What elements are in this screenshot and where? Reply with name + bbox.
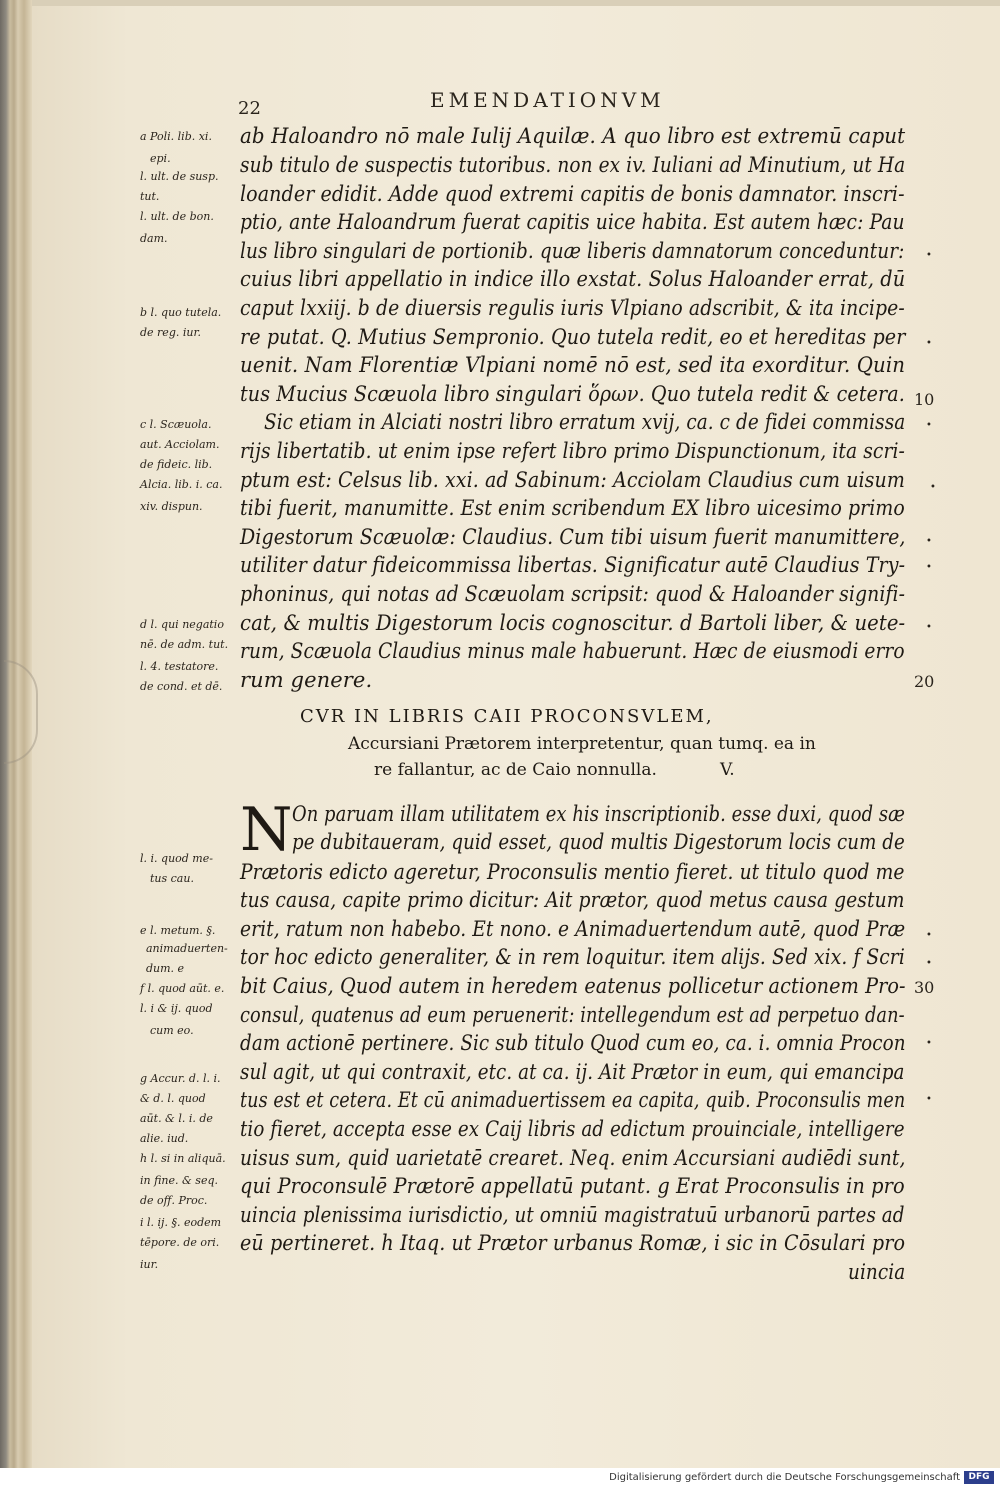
- body-line: utiliter datur fideicommissa libertas. Significatur autē Claudius Try-: [240, 553, 906, 577]
- body-line: ptum est: Celsus lib. xxi. ad Sabinum: Acciolam Claudius cum uisum: [240, 468, 905, 492]
- margin-dot: •: [926, 250, 932, 261]
- body-line: uincia plenissima iurisdictio, ut omniū magistratuū urbanorū partes ad: [240, 1203, 905, 1227]
- margin-note: de off. Proc.: [140, 1194, 208, 1207]
- body-line: loander edidit. Adde quod extremi capitis de bonis damnator. inscri-: [240, 182, 905, 206]
- body-line: qui Proconsulē Prætorē appellatū putant. g Erat Proconsulis in pro: [240, 1174, 905, 1198]
- body-line: tus est et cetera. Et cū animaduertissem ea capita, quib. Proconsulis men: [240, 1088, 906, 1112]
- margin-dot: •: [926, 958, 932, 969]
- margin-note: l. 4. testatore.: [140, 660, 219, 673]
- margin-note: tut.: [140, 190, 160, 203]
- margin-dot: •: [926, 562, 932, 573]
- margin-dot: •: [926, 622, 932, 633]
- drop-capital: N: [240, 795, 293, 865]
- body-line: eū pertineret. h Itaq. ut Prætor urbanus Romæ, i sic in Cōsulari pro: [240, 1231, 906, 1255]
- line-number: 20: [914, 672, 935, 691]
- margin-dot: •: [930, 482, 936, 493]
- margin-note: a Poli. lib. xi.: [140, 130, 212, 143]
- body-line: cat, & multis Digestorum locis cognoscitur. d Bartoli liber, & uete-: [240, 611, 906, 635]
- line-number: 30: [914, 978, 935, 997]
- margin-note: dum. e: [146, 962, 185, 975]
- body-line: sub titulo de suspectis tutoribus. non ex iv. Iuliani ad Minutium, ut Ha: [240, 153, 906, 177]
- footer-bar: [0, 1468, 1000, 1488]
- margin-note: b l. quo tutela.: [140, 306, 222, 319]
- line-number: 10: [914, 390, 935, 409]
- margin-note: cum eo.: [150, 1024, 194, 1037]
- margin-note: alie. iud.: [140, 1132, 189, 1145]
- chapter-heading-line: re fallantur, ac de Caio nonnulla.: [374, 760, 657, 780]
- body-line: rum, Scæuola Claudius minus male habuerunt. Hæc de eiusmodi erro: [240, 639, 905, 663]
- body-line: erit, ratum non habebo. Et nono. e Animaduertendum autē, quod Præ: [240, 917, 906, 941]
- body-line: rum genere.: [240, 668, 373, 692]
- body-line: On paruam illam utilitatem ex his inscriptionib. esse duxi, quod sæ: [292, 802, 906, 826]
- body-line: tio fieret, accepta esse ex Caij libris ad edictum prouinciale, intelligere: [240, 1117, 905, 1141]
- margin-note: dam.: [140, 232, 168, 245]
- body-line: ab Haloandro nō male Iulij Aquilæ. A quo libro est extremū caput: [240, 124, 906, 148]
- margin-note: f l. quod aūt. e.: [140, 982, 225, 995]
- margin-note: c l. Scæuola.: [140, 418, 212, 431]
- margin-dot: •: [926, 420, 932, 431]
- chapter-heading-line: Accursiani Prætorem interpretentur, quan tumq. ea in: [348, 734, 816, 754]
- body-line: ptio, ante Haloandrum fuerat capitis uice habita. Est autem hæc: Pau: [240, 210, 905, 234]
- margin-note: aut. Acciolam.: [140, 438, 220, 451]
- margin-note: i l. ij. §. eodem: [140, 1216, 222, 1229]
- margin-note: l. i & ij. quod: [140, 1002, 213, 1015]
- body-line: pe dubitaueram, quid esset, quod multis Digestorum locis cum de: [292, 830, 905, 854]
- margin-note: h l. si in aliquā.: [140, 1152, 226, 1165]
- margin-note: l. i. quod me-: [140, 852, 213, 865]
- margin-note: l. ult. de bon.: [140, 210, 214, 223]
- margin-note: de fideic. lib.: [140, 458, 213, 471]
- body-line: Digestorum Scæuolæ: Claudius. Cum tibi uisum fuerit manumittere,: [240, 525, 906, 549]
- margin-note: d l. qui negatio: [140, 618, 224, 631]
- body-line: cuius libri appellatio in indice illo exstat. Solus Haloander errat, dū: [240, 267, 906, 291]
- margin-dot: •: [926, 1038, 932, 1049]
- body-line: sul agit, ut qui contraxit, etc. at ca. ij. Ait Prætor in eum, qui emancipa: [240, 1060, 905, 1084]
- body-line: uenit. Nam Florentiæ Vlpiani nomē nō est, sed ita exorditur. Quin: [240, 353, 906, 377]
- body-line: lus libro singulari de portionib. quæ liberis damnatorum conceduntur:: [240, 239, 905, 263]
- margin-note: l. ult. de susp.: [140, 170, 219, 183]
- body-line: phoninus, qui notas ad Scæuolam scripsit: quod & Haloander signifi-: [240, 582, 906, 606]
- margin-note: tēpore. de ori.: [140, 1236, 220, 1249]
- margin-note: xiv. dispun.: [140, 500, 203, 513]
- body-line: tibi fuerit, manumitte. Est enim scribendum EX libro uicesimo primo: [240, 496, 905, 520]
- margin-note: Alcia. lib. i. ca.: [140, 478, 223, 491]
- margin-note: epi.: [150, 152, 171, 165]
- body-line: consul, quatenus ad eum peruenerit: intellegendum est ad perpetuo dan-: [240, 1003, 905, 1027]
- chapter-heading: CVR IN LIBRIS CAII PROCONSVLEM,: [300, 706, 714, 727]
- margin-dot: •: [926, 338, 932, 349]
- funding-notice: Digitalisierung gefördert durch die Deutsche Forschungsgemeinschaft: [609, 1472, 960, 1483]
- margin-note: iur.: [140, 1258, 159, 1271]
- body-line: bit Caius, Quod autem in heredem eatenus pollicetur actionem Pro-: [240, 974, 906, 998]
- body-line: uisus sum, quid uarietatē crearet. Neq. enim Accursiani audiēdi sunt,: [240, 1146, 906, 1170]
- margin-note: in fine. & seq.: [140, 1174, 219, 1187]
- margin-note: g Accur. d. l. i.: [140, 1072, 221, 1085]
- page-number: 22: [238, 98, 261, 119]
- margin-dot: •: [926, 1094, 932, 1105]
- margin-note: de cond. et dē.: [140, 680, 223, 693]
- margin-note: & d. l. quod: [140, 1092, 206, 1105]
- running-head: EMENDATIONVM: [430, 88, 665, 112]
- body-line: Sic etiam in Alciati nostri libro erratum xvij, ca. c de fidei commissa: [264, 410, 906, 434]
- body-line: tus causa, capite primo dicitur: Ait prætor, quod metus causa gestum: [240, 888, 905, 912]
- body-line: tor hoc edicto generaliter, & in rem loquitur. item alijs. Sed xix. f Scri: [240, 945, 905, 969]
- dfg-logo-icon[interactable]: DFG: [964, 1471, 994, 1484]
- margin-dot: •: [926, 930, 932, 941]
- margin-note: aūt. & l. i. de: [140, 1112, 213, 1125]
- margin-dot: •: [926, 536, 932, 547]
- body-line: rijs libertatib. ut enim ipse refert libro primo Dispunctionum, ita scri-: [240, 439, 905, 463]
- body-line: caput lxxiij. b de diuersis regulis iuris Vlpiano adscribit, & ita incipe-: [240, 296, 905, 320]
- chapter-number: V.: [720, 760, 735, 780]
- margin-note: de reg. iur.: [140, 326, 201, 339]
- body-line: dam actionē pertinere. Sic sub titulo Quod cum eo, ca. i. omnia Procon: [240, 1031, 906, 1055]
- body-line: uincia: [848, 1260, 906, 1284]
- body-line: tus Mucius Scæuola libro singulari ὅρων. Quo tutela redit & cetera.: [240, 382, 905, 406]
- body-line: Prætoris edicto ageretur, Proconsulis mentio fieret. ut titulo quod me: [240, 860, 905, 884]
- margin-note: tus cau.: [150, 872, 194, 885]
- body-line: re putat. Q. Mutius Sempronio. Quo tutela redit, eo et hereditas per: [240, 325, 906, 349]
- margin-note: e l. metum. §.: [140, 924, 216, 937]
- margin-note: nē. de adm. tut.: [140, 638, 229, 651]
- margin-note: animaduerten-: [146, 942, 228, 955]
